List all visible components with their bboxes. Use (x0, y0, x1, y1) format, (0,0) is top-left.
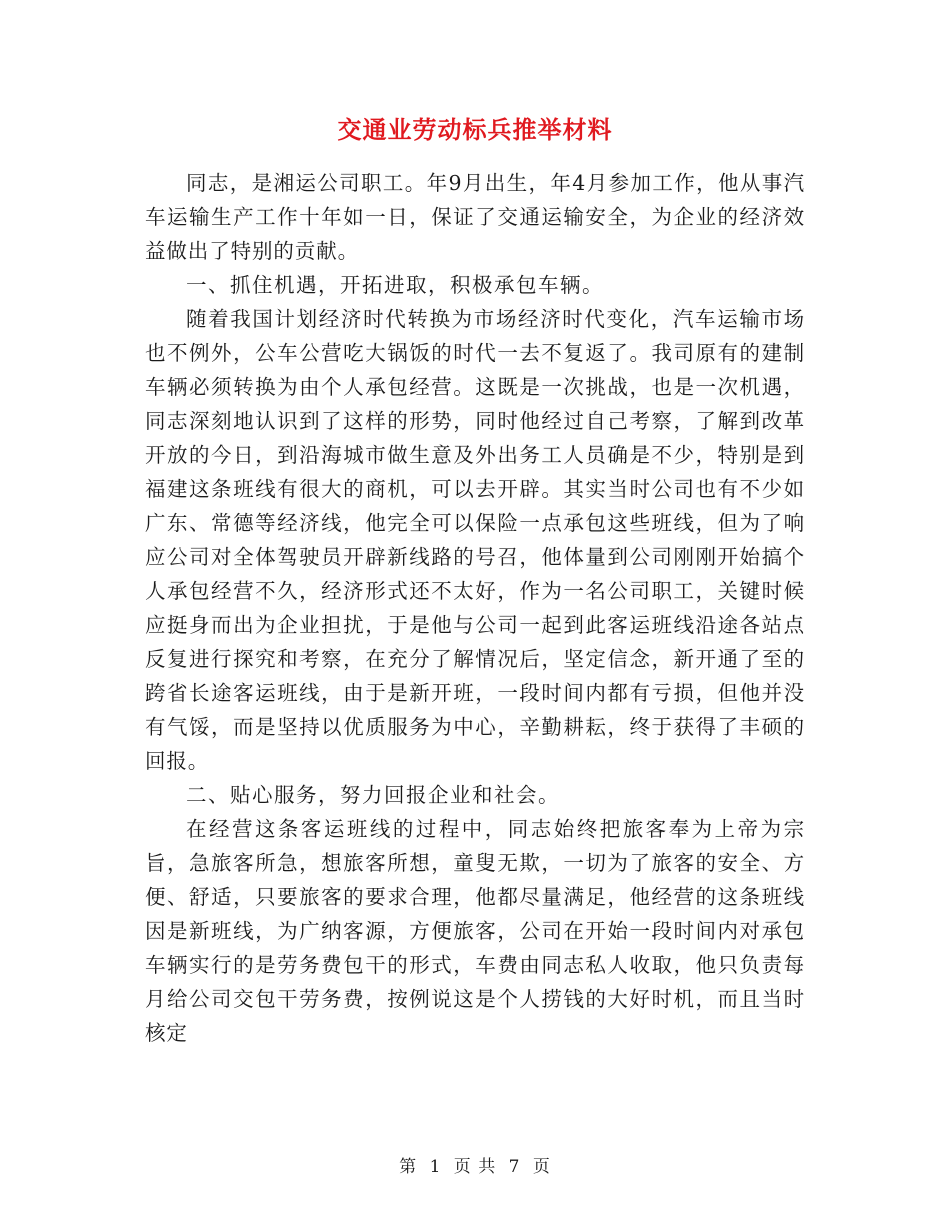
document-body (145, 166, 805, 1050)
paragraph-section-2: 在经营这条客运班线的过程中，同志始终把旅客奉为上帝为宗旨，急旅客所急，想旅客所想，童叟无欺，一切为了旅客的安全、方便、舒适，只要旅客的要求合理，他都尽量满足，他经营的这条班线因是新班线，为广纳客源，方便旅客，公司在开始一段时间内对承包车辆实行的是劳务费包干的形式，车费由同志私人收取，他只负责每月给公司交包干劳务费，按例说这是个人捞钱的大好时机，而且当时核定 (145, 817, 805, 1045)
paragraph-intro: 同志，是湘运公司职工。年9月出生，年4月参加工作，他从事汽车运输生产工作十年如一日，保证了交通运输安全，为企业的经济效益做出了特别的贡献。 (145, 171, 805, 263)
current-page-number: 1 (429, 1157, 442, 1177)
footer-mid: 页 共 (453, 1157, 497, 1177)
section-heading-2: 二、贴心服务，努力回报企业和社会。 (186, 783, 560, 807)
paragraph-section-1: 随着我国计划经济时代转换为市场经济时代变化，汽车运输市场也不例外，公车公营吃大锅饭的时代一去不复返了。我司原有的建制车辆必须转换为由个人承包经营。这既是一次挑战，也是一次机遇，同志深刻地认识到了这样的形势，同时他经过自己考察，了解到改革开放的今日，到沿海城市做生意及外出务工人员确是不少，特别是到福建这条班线有很大的商机，可以去开辟。其实当时公司也有不少如广东、常德等经济线，他完全可以保险一点承包这些班线，但为了响应公司对全体驾驶员开辟新线路的号召，他体量到公司刚刚开始搞个人承包经营不久，经济形式还不太好，作为一名公司职工，关键时候应挺身而出为企业担扰，于是他与公司一起到此客运班线沿途各站点反复进行探究和考察，在充分了解情况后，坚定信念，新开通了至的跨省长途客运班线，由于是新开班，一段时间内都有亏损，但他并没有气馁，而是坚持以优质服务为中心，辛勤耕耘，终于获得了丰硕的回报。 (145, 307, 805, 773)
page-footer (0, 1152, 950, 1177)
footer-prefix: 第 (399, 1157, 418, 1177)
footer-suffix: 页 (532, 1157, 551, 1177)
total-page-count: 7 (508, 1157, 521, 1177)
section-heading-1: 一、抓住机遇，开拓进取，积极承包车辆。 (186, 273, 604, 297)
document-title: 交通业劳动标兵推举材料 (337, 115, 613, 144)
